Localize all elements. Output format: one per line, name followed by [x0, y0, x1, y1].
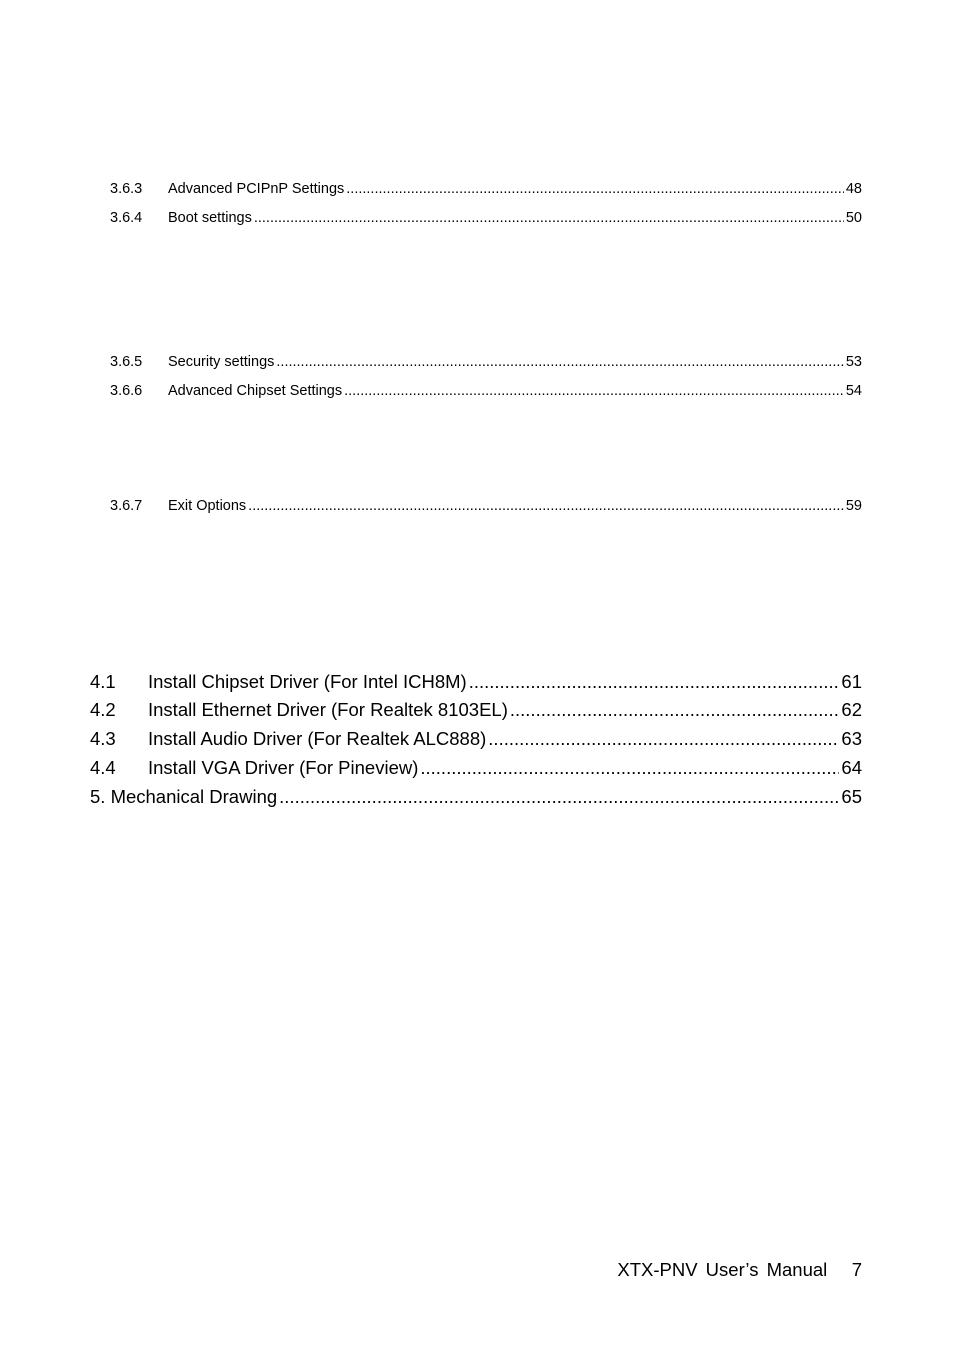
page-footer — [560, 1259, 862, 1281]
toc-entry-3-6-5[interactable] — [110, 354, 862, 370]
page-number: 48 — [845, 181, 862, 197]
footer-page-number: 7 — [851, 1259, 862, 1280]
section-number: 3.6.4 — [110, 210, 143, 226]
toc-entry-3-6-7[interactable] — [110, 498, 862, 514]
page-number: 63 — [841, 728, 862, 749]
dot-leader — [346, 181, 844, 197]
dot-leader — [469, 671, 840, 693]
section-title: Advanced Chipset Settings — [168, 383, 343, 399]
dot-leader — [279, 786, 839, 808]
toc-entry-3-6-4[interactable] — [110, 210, 862, 226]
section-number: 3.6.7 — [110, 498, 143, 514]
page-number: 59 — [845, 498, 862, 514]
dot-leader — [254, 210, 844, 226]
section-title: Install VGA Driver (For Pineview) — [148, 757, 419, 778]
toc-entry-4-3[interactable] — [90, 728, 862, 750]
section-number: 3.6.6 — [110, 383, 143, 399]
page-number: 65 — [841, 786, 862, 807]
page-number: 53 — [845, 354, 862, 370]
section-title: Install Audio Driver (For Realtek ALC888) — [148, 728, 487, 749]
dot-leader — [510, 699, 840, 721]
toc-entry-5[interactable] — [90, 786, 862, 808]
toc-entry-4-4[interactable] — [90, 757, 862, 779]
toc-entry-3-6-3[interactable] — [110, 181, 862, 197]
section-number: 4.3 — [90, 728, 116, 749]
dot-leader — [276, 354, 843, 370]
section-title: Advanced PCIPnP Settings — [168, 181, 345, 197]
manual-title: XTX-PNV User’s Manual — [617, 1259, 828, 1280]
page-number: 50 — [845, 210, 862, 226]
section-title: Install Ethernet Driver (For Realtek 8103EL) — [148, 699, 508, 720]
page-number: 64 — [841, 757, 862, 778]
toc-entry-4-2[interactable] — [90, 699, 862, 721]
dot-leader — [344, 383, 844, 399]
dot-leader — [488, 728, 839, 750]
toc-entry-3-6-6[interactable] — [110, 383, 862, 399]
section-number: 3.6.3 — [110, 181, 143, 197]
section-title: 5. Mechanical Drawing — [90, 786, 278, 807]
section-title: Exit Options — [168, 498, 247, 514]
page-number: 54 — [845, 383, 862, 399]
section-number: 4.2 — [90, 699, 116, 720]
page-number: 61 — [841, 671, 862, 692]
section-title: Install Chipset Driver (For Intel ICH8M) — [148, 671, 467, 692]
page-number: 62 — [841, 699, 862, 720]
section-title: Security settings — [168, 354, 275, 370]
section-number: 4.1 — [90, 671, 116, 692]
section-number: 3.6.5 — [110, 354, 143, 370]
toc-entry-4-1[interactable] — [90, 671, 862, 693]
section-number: 4.4 — [90, 757, 116, 778]
section-title: Boot settings — [168, 210, 252, 226]
dot-leader — [420, 757, 839, 779]
dot-leader — [248, 498, 844, 514]
